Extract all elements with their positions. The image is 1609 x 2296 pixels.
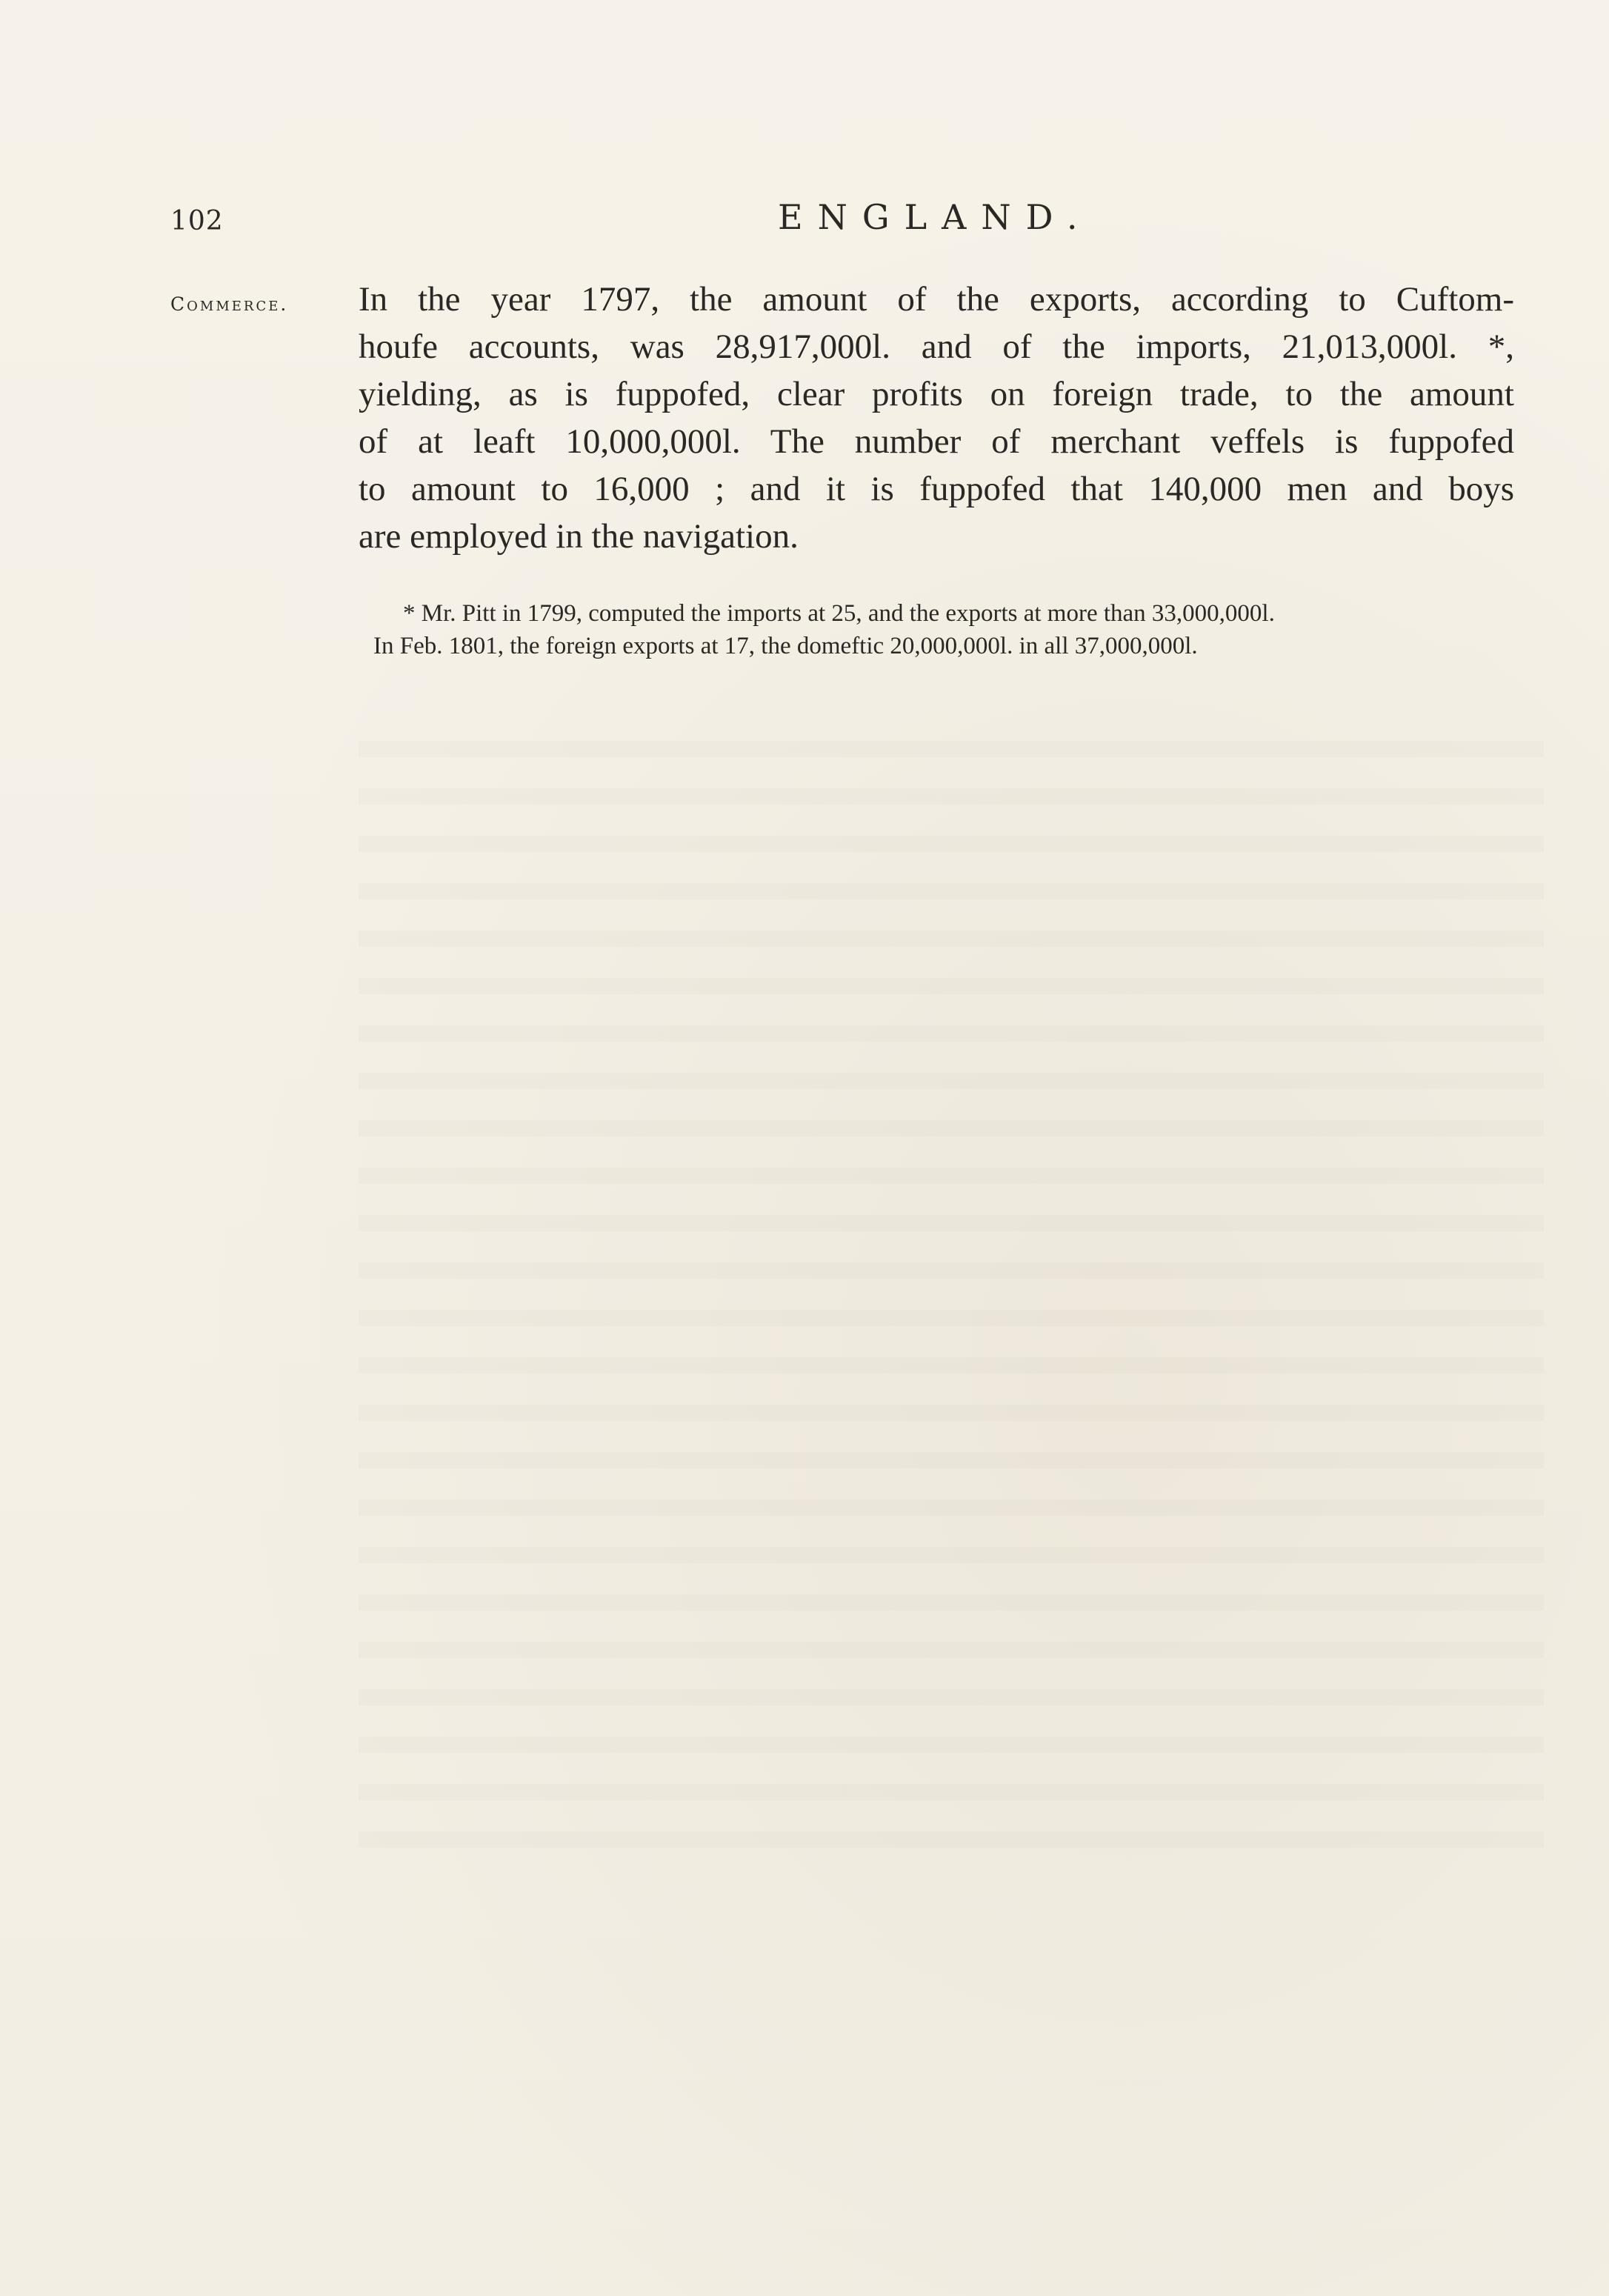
- show-through-from-reverse: [359, 741, 1544, 1852]
- paragraph-line: of at leaft 10,000,000l. The number of merchant veffels is fuppofed: [359, 422, 1514, 461]
- paragraph-line: are employed in the navigation.: [359, 517, 799, 556]
- footnote-line: * Mr. Pitt in 1799, computed the imports at 25, and the exports at more than 33,000,000l.: [403, 600, 1275, 627]
- footnote: [373, 597, 1529, 662]
- paragraph-line: In the year 1797, the amount of the exports, according to Cuftom-: [359, 280, 1514, 319]
- page-number: 102: [170, 206, 224, 236]
- running-title: ENGLAND.: [778, 197, 1093, 237]
- footnote-line: In Feb. 1801, the foreign exports at 17, the domeftic 20,000,000l. in all 37,000,000l.: [373, 633, 1198, 659]
- main-paragraph: [359, 276, 1514, 560]
- margin-note: Commerce.: [170, 293, 289, 315]
- paragraph-line: houfe accounts, was 28,917,000l. and of the imports, 21,013,000l. *,: [359, 327, 1514, 366]
- paragraph-line: yielding, as is fuppofed, clear profits on foreign trade, to the amount: [359, 375, 1514, 413]
- paragraph-line: to amount to 16,000 ; and it is fuppofed that 140,000 men and boys: [359, 470, 1514, 508]
